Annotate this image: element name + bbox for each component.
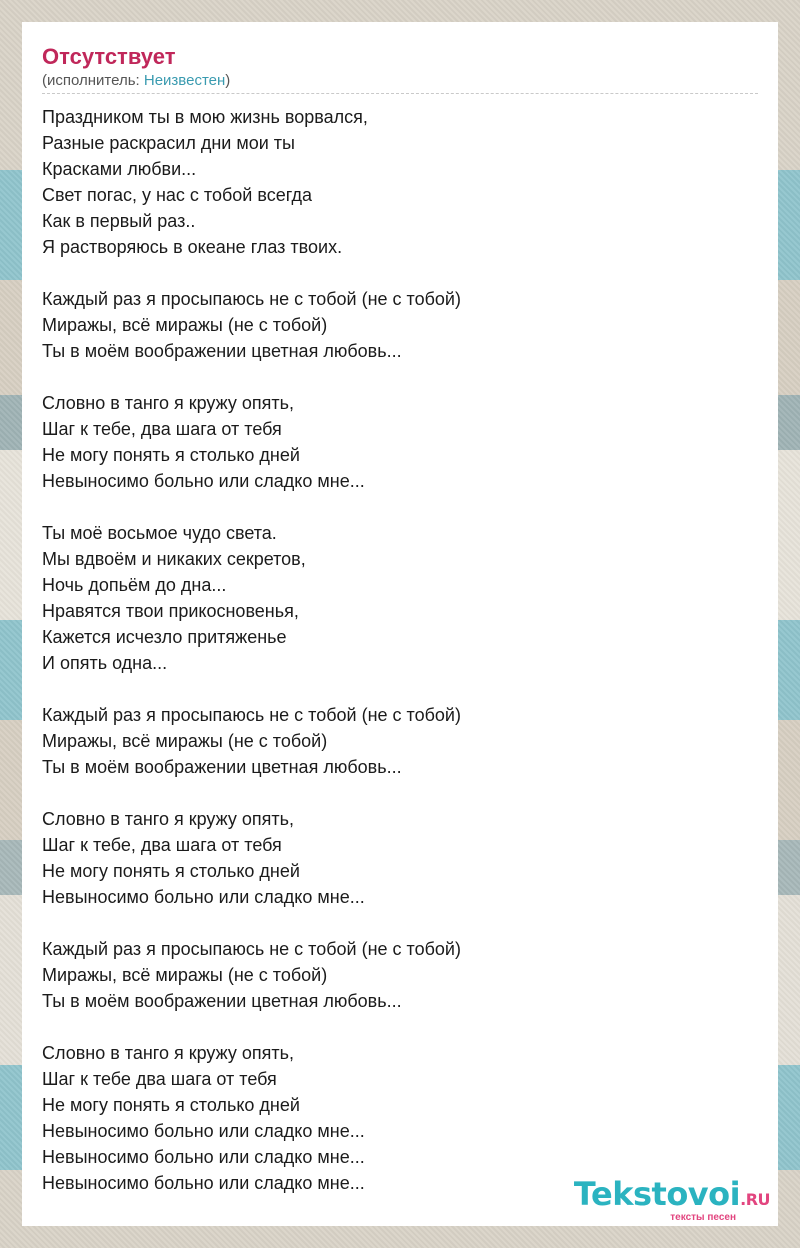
lyric-line: Ты в моём воображении цветная любовь... bbox=[42, 757, 402, 777]
stanza bbox=[42, 806, 758, 910]
lyric-line: Мы вдвоём и никаких секретов, bbox=[42, 549, 306, 569]
lyric-line: Красками любви... bbox=[42, 159, 197, 179]
lyric-line: Невыносимо больно или сладко мне... bbox=[42, 1147, 365, 1167]
stanza bbox=[42, 390, 758, 494]
lyric-line: Разные раскрасил дни мои ты bbox=[42, 133, 295, 153]
stanza-gap bbox=[42, 494, 758, 520]
lyric-line: Невыносимо больно или сладко мне... bbox=[42, 471, 365, 491]
lyric-line: Ты моё восьмое чудо света. bbox=[42, 523, 277, 543]
logo-subtitle: тексты песен bbox=[670, 1212, 736, 1223]
lyric-line: Каждый раз я просыпаюсь не с тобой (не с тобой) bbox=[42, 705, 461, 725]
lyric-line: Каждый раз я просыпаюсь не с тобой (не с тобой) bbox=[42, 939, 461, 959]
stanza bbox=[42, 1040, 758, 1196]
site-logo[interactable] bbox=[574, 1176, 770, 1224]
lyric-line: Шаг к тебе два шага от тебя bbox=[42, 1069, 277, 1089]
artist-prefix: (исполнитель: bbox=[42, 72, 144, 89]
artist-link[interactable]: Неизвестен bbox=[143, 72, 226, 89]
stanza bbox=[42, 286, 758, 364]
stanza-gap bbox=[42, 910, 758, 936]
lyric-line: Невыносимо больно или сладко мне... bbox=[42, 1173, 365, 1193]
lyric-line: Кажется исчезло притяженье bbox=[42, 627, 287, 647]
stanza bbox=[42, 520, 758, 676]
stanza-gap bbox=[42, 1014, 758, 1040]
lyric-line: Не могу понять я столько дней bbox=[42, 1095, 300, 1115]
stanza bbox=[42, 104, 758, 260]
lyric-line: Каждый раз я просыпаюсь не с тобой (не с тобой) bbox=[42, 289, 461, 309]
lyric-line: Словно в танго я кружу опять, bbox=[42, 393, 294, 413]
stanza bbox=[42, 702, 758, 780]
lyrics-body bbox=[42, 104, 758, 1196]
lyric-line: И опять одна... bbox=[42, 653, 168, 673]
stanza-gap bbox=[42, 364, 758, 390]
lyric-line: Ты в моём воображении цветная любовь... bbox=[42, 991, 402, 1011]
lyric-line: Шаг к тебе, два шага от тебя bbox=[42, 835, 282, 855]
lyric-line: Миражы, всё миражы (не с тобой) bbox=[42, 731, 328, 751]
stanza-gap bbox=[42, 260, 758, 286]
lyric-line: Я растворяюсь в океане глаз твоих. bbox=[42, 237, 343, 257]
lyric-line: Нравятся твои прикосновенья, bbox=[42, 601, 299, 621]
lyric-line: Словно в танго я кружу опять, bbox=[42, 1043, 294, 1063]
artist-suffix: ) bbox=[225, 72, 231, 89]
lyric-line: Шаг к тебе, два шага от тебя bbox=[42, 419, 282, 439]
stanza-gap bbox=[42, 676, 758, 702]
lyric-line: Миражы, всё миражы (не с тобой) bbox=[42, 315, 328, 335]
lyric-line: Ты в моём воображении цветная любовь... bbox=[42, 341, 402, 361]
lyric-line: Миражы, всё миражы (не с тобой) bbox=[42, 965, 328, 985]
lyric-line: Не могу понять я столько дней bbox=[42, 861, 300, 881]
song-title: Отсутствует bbox=[42, 44, 176, 69]
stanza bbox=[42, 936, 758, 1014]
lyric-line: Невыносимо больно или сладко мне... bbox=[42, 1121, 365, 1141]
lyric-line: Невыносимо больно или сладко мне... bbox=[42, 887, 365, 907]
logo-tld: .RU bbox=[740, 1190, 770, 1209]
lyric-line: Не могу понять я столько дней bbox=[42, 445, 300, 465]
logo-main-text: Tekstovoi bbox=[573, 1175, 741, 1213]
lyric-line: Праздником ты в мою жизнь ворвался, bbox=[42, 107, 368, 127]
lyric-line: Ночь допьём до дна... bbox=[42, 575, 227, 595]
lyric-line: Свет погас, у нас с тобой всегда bbox=[42, 185, 312, 205]
stanza-gap bbox=[42, 780, 758, 806]
lyrics-card bbox=[22, 22, 778, 1226]
artist-line bbox=[42, 71, 758, 94]
lyric-line: Как в первый раз.. bbox=[42, 211, 196, 231]
lyric-line: Словно в танго я кружу опять, bbox=[42, 809, 294, 829]
